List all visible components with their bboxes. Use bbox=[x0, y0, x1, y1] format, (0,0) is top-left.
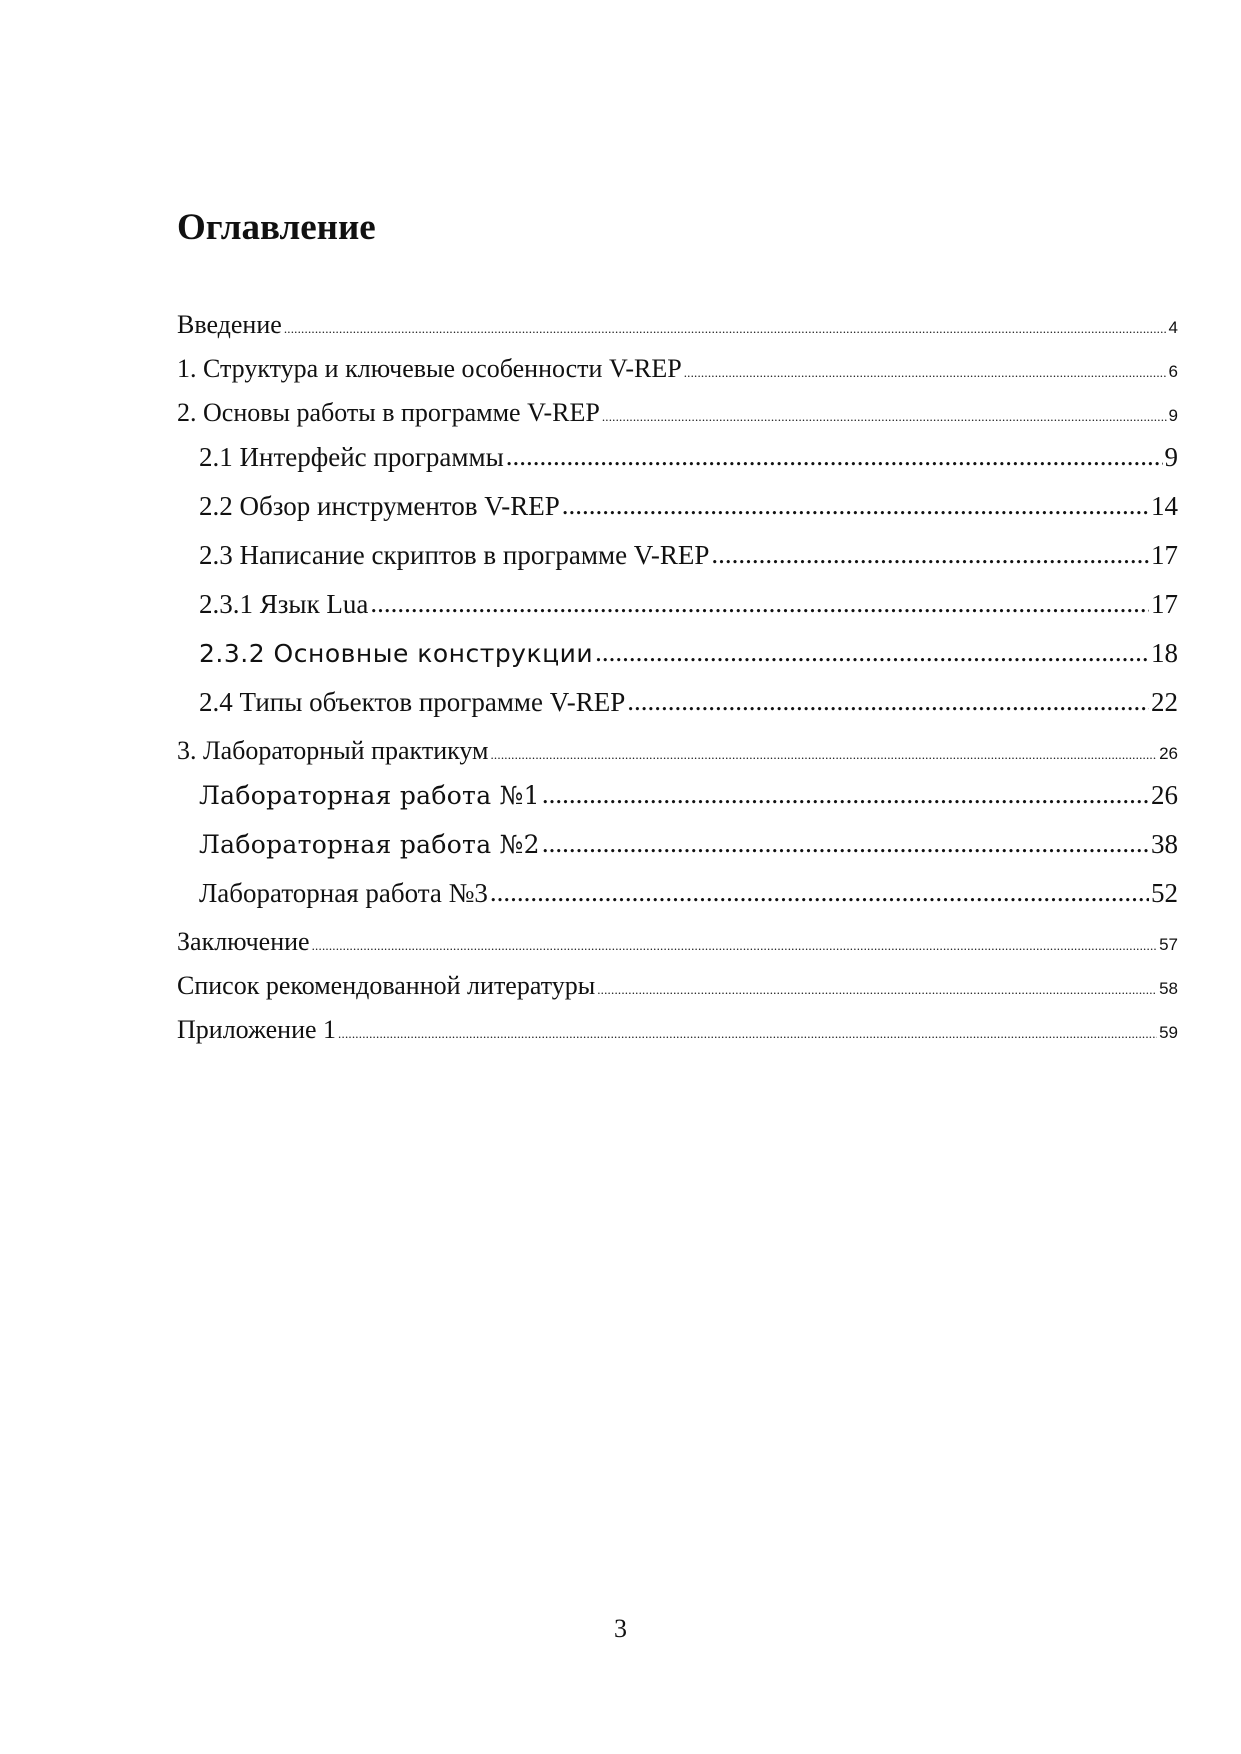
dot-leader bbox=[597, 973, 1157, 1007]
toc-entry-appendix-1[interactable] bbox=[177, 1013, 1178, 1051]
toc-entry-page: 22 bbox=[1151, 687, 1178, 717]
toc-entry-label[interactable]: 2. Основы работы в программе V-REP bbox=[177, 398, 600, 427]
toc-entry-label[interactable]: 3. Лабораторный практикум bbox=[177, 736, 489, 765]
toc-entry-section-2-3-1[interactable] bbox=[199, 587, 1178, 621]
toc-entry-introduction[interactable] bbox=[177, 308, 1178, 346]
toc-entry-label[interactable]: Лабораторная работа №2 bbox=[199, 830, 540, 859]
toc-entry-chapter-2[interactable] bbox=[177, 396, 1178, 434]
toc-entry-lab-2[interactable] bbox=[199, 827, 1178, 862]
toc-entry-lab-3[interactable] bbox=[199, 876, 1178, 910]
toc-entry-chapter-1[interactable] bbox=[177, 352, 1178, 390]
toc-entry-label[interactable]: Список рекомендованной литературы bbox=[177, 971, 596, 1000]
toc-entry-label[interactable]: 2.1 Интерфейс программы bbox=[199, 442, 504, 472]
dot-leader bbox=[312, 929, 1157, 963]
toc-entry-page: 38 bbox=[1151, 829, 1178, 859]
dot-leader bbox=[627, 684, 1149, 718]
toc-entry-page: 59 bbox=[1159, 1023, 1178, 1042]
toc-entry-page: 6 bbox=[1168, 362, 1178, 381]
toc-entry-page: 26 bbox=[1151, 780, 1178, 810]
toc-entry-conclusion[interactable] bbox=[177, 925, 1178, 963]
toc-entry-section-2-4[interactable] bbox=[199, 685, 1178, 719]
toc-entry-page: 17 bbox=[1151, 540, 1178, 570]
toc-entry-page: 57 bbox=[1159, 935, 1178, 954]
toc-entry-page: 52 bbox=[1151, 878, 1178, 908]
dot-leader bbox=[490, 875, 1149, 909]
toc-entry-label[interactable]: Приложение 1 bbox=[177, 1015, 337, 1044]
toc-entry-section-2-3[interactable] bbox=[199, 538, 1178, 572]
toc-entry-label[interactable]: 2.3.1 Язык Lua bbox=[199, 589, 369, 619]
dot-leader bbox=[595, 635, 1149, 669]
toc-entry-section-2-1[interactable] bbox=[199, 440, 1178, 474]
toc-entry-page: 18 bbox=[1151, 638, 1178, 668]
page-number: 3 bbox=[614, 1614, 627, 1643]
toc-entry-references[interactable] bbox=[177, 969, 1178, 1007]
toc-entry-page: 4 bbox=[1168, 318, 1178, 337]
toc-entry-label[interactable]: 2.3.2 Основные конструкции bbox=[199, 639, 594, 668]
dot-leader bbox=[506, 439, 1163, 473]
toc-entry-label[interactable]: 1. Структура и ключевые особенности V-REP bbox=[177, 354, 682, 383]
toc-entry-section-2-3-2[interactable] bbox=[199, 636, 1178, 671]
toc-entry-label[interactable]: Заключение bbox=[177, 927, 310, 956]
toc-entry-label[interactable]: Введение bbox=[177, 310, 282, 339]
toc-entry-page: 14 bbox=[1151, 491, 1178, 521]
dot-leader bbox=[370, 586, 1149, 620]
toc-entry-label[interactable]: 2.3 Написание скриптов в программе V-REP bbox=[199, 540, 710, 570]
toc-entry-page: 9 bbox=[1164, 442, 1178, 472]
dot-leader bbox=[490, 738, 1157, 772]
dot-leader bbox=[338, 1017, 1157, 1051]
dot-leader bbox=[542, 777, 1149, 811]
dot-leader bbox=[602, 400, 1167, 434]
toc-entry-label[interactable]: 2.4 Типы объектов программе V-REP bbox=[199, 687, 626, 717]
toc-entry-label[interactable]: Лабораторная работа №1 bbox=[199, 781, 540, 810]
dot-leader bbox=[684, 356, 1167, 390]
dot-leader bbox=[542, 826, 1149, 860]
toc-entry-page: 9 bbox=[1168, 406, 1178, 425]
toc-entry-chapter-3[interactable] bbox=[177, 734, 1178, 772]
toc-entry-page: 17 bbox=[1151, 589, 1178, 619]
dot-leader bbox=[562, 488, 1149, 522]
toc-title: Оглавление bbox=[177, 207, 376, 248]
toc-entry-page: 58 bbox=[1159, 979, 1178, 998]
toc-entry-page: 26 bbox=[1159, 744, 1178, 763]
toc-entry-label[interactable]: 2.2 Обзор инструментов V-REP bbox=[199, 491, 560, 521]
toc-entry-label[interactable]: Лабораторная работа №3 bbox=[199, 878, 488, 908]
dot-leader bbox=[284, 312, 1167, 346]
table-of-contents bbox=[177, 0, 1178, 1100]
dot-leader bbox=[711, 537, 1149, 571]
toc-entry-section-2-2[interactable] bbox=[199, 489, 1178, 523]
toc-entry-lab-1[interactable] bbox=[199, 778, 1178, 813]
